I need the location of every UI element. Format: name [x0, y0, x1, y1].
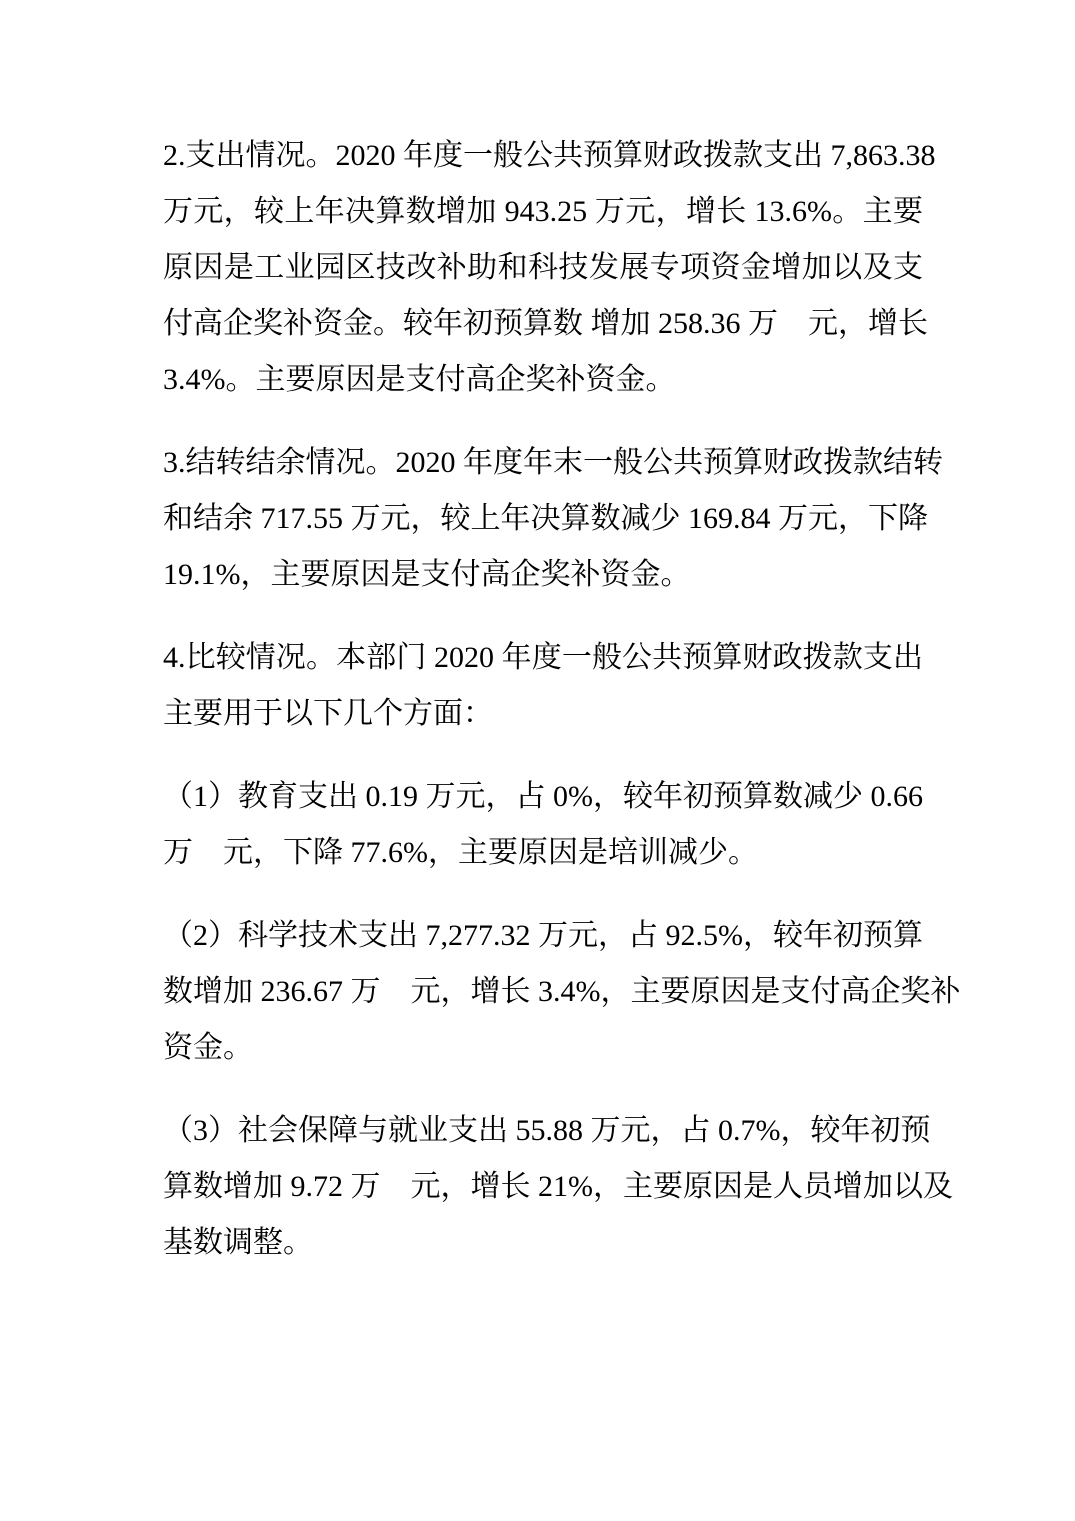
- text-line: 算数增加 9.72 万 元，增长 21%，主要原因是人员增加以及: [163, 1170, 953, 1203]
- text-line: 万元，较上年决算数增加 943.25 万元，增长 13.6%。主要: [163, 195, 923, 228]
- text-line: 原因是工业园区技改补助和科技发展专项资金增加以及支: [163, 251, 923, 284]
- paragraph-social-security-expense: [163, 1103, 953, 1271]
- paragraph-education-expense: [163, 769, 923, 881]
- text-line: 2.支出情况。2020 年度一般公共预算财政拨款支出 7,863.38: [163, 139, 936, 172]
- text-line: （2）科学技术支出 7,277.32 万元，占 92.5%，较年初预算: [163, 919, 923, 952]
- paragraph-expenditure-overview: [163, 128, 936, 408]
- paragraph-comparison-intro: [163, 630, 923, 742]
- text-line: 19.1%，主要原因是支付高企奖补资金。: [163, 558, 691, 591]
- paragraph-science-tech-expense: [163, 908, 961, 1076]
- text-line: 4.比较情况。本部门 2020 年度一般公共预算财政拨款支出: [163, 641, 923, 674]
- text-line: 资金。: [163, 1031, 253, 1064]
- text-line: 3.结转结余情况。2020 年度年末一般公共预算财政拨款结转: [163, 446, 943, 479]
- text-line: 主要用于以下几个方面：: [163, 697, 493, 730]
- paragraph-carryover-balance: [163, 435, 943, 603]
- text-line: 万 元，下降 77.6%，主要原因是培训减少。: [163, 836, 758, 869]
- text-line: 基数调整。: [163, 1226, 313, 1259]
- document-page: [163, 128, 961, 1298]
- text-line: 数增加 236.67 万 元，增长 3.4%，主要原因是支付高企奖补: [163, 975, 961, 1008]
- text-line: （1）教育支出 0.19 万元，占 0%，较年初预算数减少 0.66: [163, 780, 923, 813]
- text-line: 付高企奖补资金。较年初预算数 增加 258.36 万 元，增长: [163, 307, 928, 340]
- text-line: 和结余 717.55 万元，较上年决算数减少 169.84 万元，下降: [163, 502, 928, 535]
- text-line: （3）社会保障与就业支出 55.88 万元，占 0.7%，较年初预: [163, 1114, 931, 1147]
- text-line: 3.4%。主要原因是支付高企奖补资金。: [163, 363, 676, 396]
